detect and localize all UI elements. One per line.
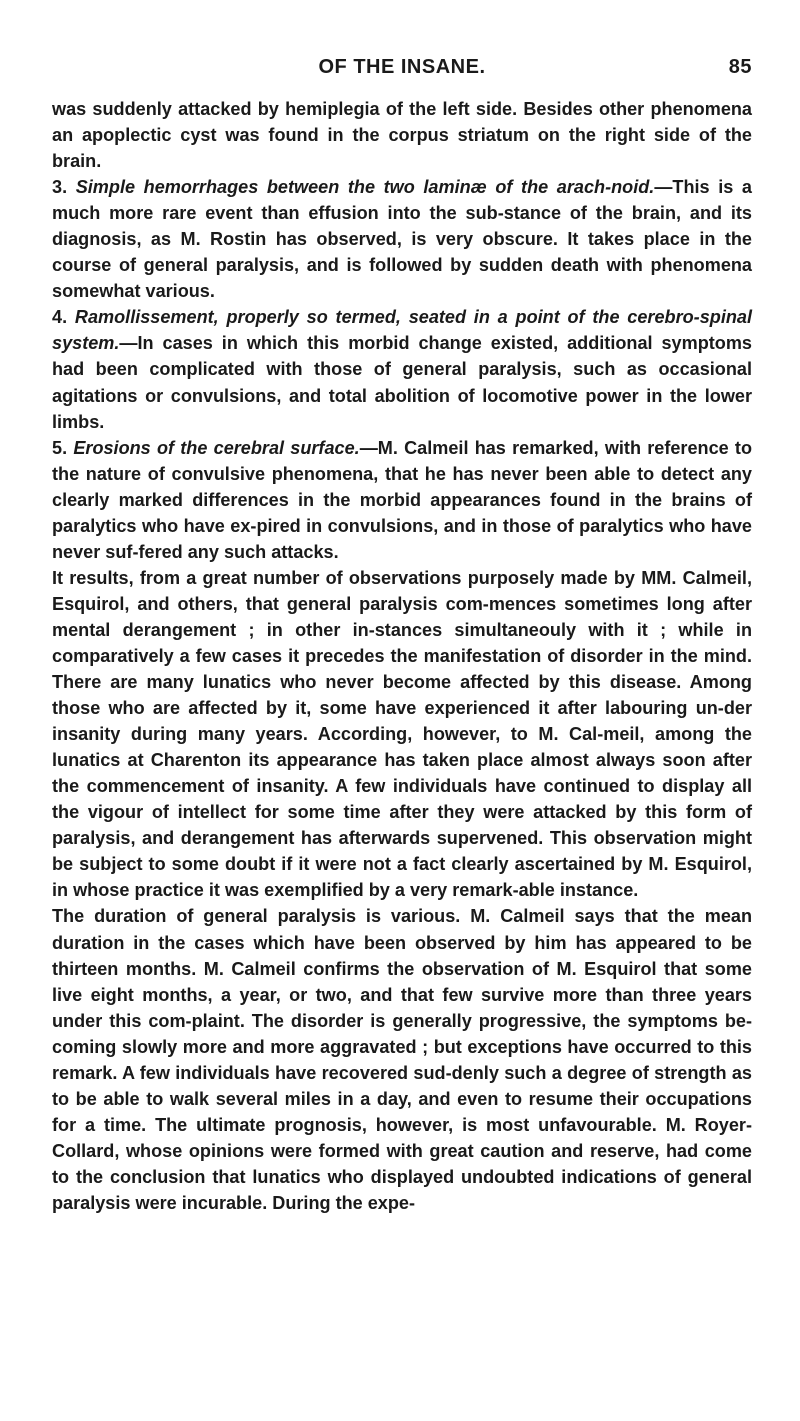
section-number: 5.: [52, 437, 74, 458]
body-text: [52, 96, 752, 1216]
paragraph: [52, 565, 752, 904]
book-page: [52, 56, 752, 1216]
section-heading: Ramollissement, properly so termed, seated in a point of the cerebro-spinal system.: [52, 307, 752, 354]
paragraph: [52, 304, 752, 434]
paragraph-text: —This is a much more rare event than effusion into the sub-stance of the brain, and its diagnosis, as M. Rostin has observed, is very obscure. It takes place in the course of general paralysis, and is followed by sudden death with phenomena somewhat various.: [52, 177, 752, 302]
section-heading: Erosions of the cerebral surface.: [73, 437, 360, 458]
paragraph-text: —M. Calmeil has remarked, with reference to the nature of convulsive phenomena, that he has never been able to detect any clearly marked differences in the morbid appearances found in the brains of paralytics who have ex-pired in convulsions, and in those of paralytics who have never suf-fered any such attacks.: [52, 437, 753, 562]
paragraph: [52, 435, 752, 565]
paragraph-text: —In cases in which this morbid change existed, additional symptoms had been complicated with those of general paralysis, such as occasional agitations or convulsions, and total abolition of locomotive power in the lower limbs.: [52, 333, 752, 432]
section-number: 3.: [52, 177, 76, 198]
section-number: 4.: [52, 307, 75, 328]
page-number: 85: [728, 56, 752, 78]
running-head: [52, 56, 752, 90]
paragraph: [52, 96, 752, 174]
section-heading: Simple hemorrhages between the two laminæ of the arach-noid.: [75, 177, 655, 198]
paragraph-text: was suddenly attacked by hemiplegia of the left side. Besides other phenomena an apoplectic cyst was found in the corpus striatum on the right side of the brain.: [52, 99, 752, 172]
paragraph-text: It results, from a great number of observations purposely made by MM. Calmeil, Esquirol, and others, that general paralysis com-mences sometimes long after mental derangement ; in other in-stances simultaneouly with it ; while in comparatively a few cases it precedes the manifestation of disorder in the mind. There are many lunatics who never become affected by this disease. Among those who are affected by it, some have experienced it after labouring un-der insanity during many years. According, however, to M. Cal-meil, among the lunatics at Charenton its appearance has taken place almost always soon after the commencement of insanity. A few individuals have continued to display all the vigour of intellect for some time after they were attacked by this form of paralysis, and derangement has afterwards supervened. This observation might be subject to some doubt if it were not a fact clearly ascertained by M. Esquirol, in whose practice it was exemplified by a very remark-able instance.: [52, 567, 752, 901]
paragraph: [52, 903, 752, 1216]
paragraph: [52, 174, 752, 304]
running-title: OF THE INSANE.: [318, 56, 486, 78]
paragraph-text: The duration of general paralysis is various. M. Calmeil says that the mean duration in the cases which have been observed by him has appeared to be thirteen months. M. Calmeil confirms the observation of M. Esquirol that some live eight months, a year, or two, and that few survive more than three years under this com-plaint. The disorder is generally progressive, the symptoms be-coming slowly more and more aggravated ; but exceptions have occurred to this remark. A few individuals have recovered sud-denly such a degree of strength as to be able to walk several miles in a day, and even to resume their occupations for a time. The ultimate prognosis, however, is most unfavourable. M. Royer-Collard, whose opinions were formed with great caution and reserve, had come to the conclusion that lunatics who displayed undoubted indications of general paralysis were incurable. During the expe-: [52, 906, 752, 1213]
